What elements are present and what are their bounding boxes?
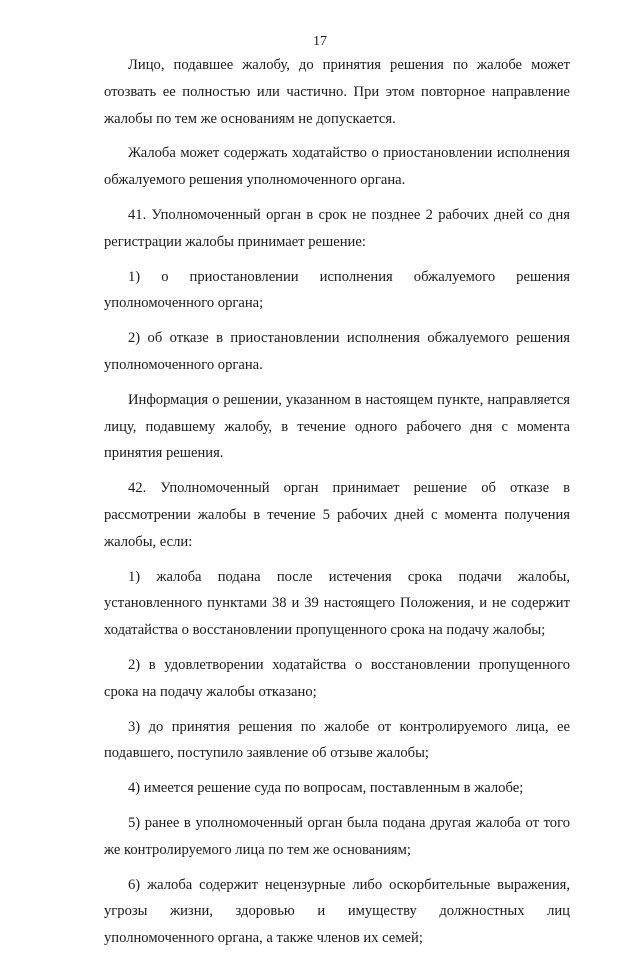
paragraph-withdrawal: Лицо, подавшее жалобу, до принятия решения по жалобе может отозвать ее полностью или частично. При этом повторное направление жалобы по тем же основаниям не допускается. (104, 57, 570, 127)
paragraph-42-reason-2: 2) в удовлетворении ходатайства о восстановлении пропущенного срока на подачу жалобы отказано; (104, 656, 570, 700)
paragraph-item-41: 41. Уполномоченный орган в срок не позднее 2 рабочих дней со дня регистрации жалобы принимает решение: (104, 206, 570, 250)
paragraph-42-reason-5: 5) ранее в уполномоченный орган была подана другая жалоба от того же контролируемого лица по тем же основаниям; (104, 814, 570, 858)
paragraph-suspension-motion: Жалоба может содержать ходатайство о приостановлении исполнения обжалуемого решения уполномоченного органа. (104, 145, 570, 189)
paragraph-item-42: 42. Уполномоченный орган принимает решение об отказе в рассмотрении жалобы в течение 5 рабочих дней с момента получения жалобы, если: (104, 480, 570, 550)
document-body (104, 52, 570, 960)
paragraph-42-reason-1: 1) жалоба подана после истечения срока подачи жалобы, установленного пунктами 38 и 39 настоящего Положения, и не содержит ходатайства о восстановлении пропущенного срока на подачу жалобы; (104, 568, 570, 639)
paragraph-42-reason-3: 3) до принятия решения по жалобе от контролируемого лица, ее подавшего, поступило заявление об отзыве жалобы; (104, 718, 570, 762)
paragraph-41-option-1: 1) о приостановлении исполнения обжалуемого решения уполномоченного органа; (104, 268, 570, 312)
page-number: 17 (313, 34, 327, 49)
paragraph-41-notification: Информация о решении, указанном в настоящем пункте, направляется лицу, подавшему жалобу, в течение одного рабочего дня с момента принятия решения. (104, 391, 570, 462)
paragraph-41-option-2: 2) об отказе в приостановлении исполнения обжалуемого решения уполномоченного органа. (104, 330, 570, 373)
paragraph-42-reason-6: 6) жалоба содержит нецензурные либо оскорбительные выражения, угрозы жизни, здоровью и имуществу должностных лиц уполномоченного органа, а также членов их семей; (104, 876, 570, 947)
paragraph-42-reason-4: 4) имеется решение суда по вопросам, поставленным в жалобе; (128, 780, 524, 797)
